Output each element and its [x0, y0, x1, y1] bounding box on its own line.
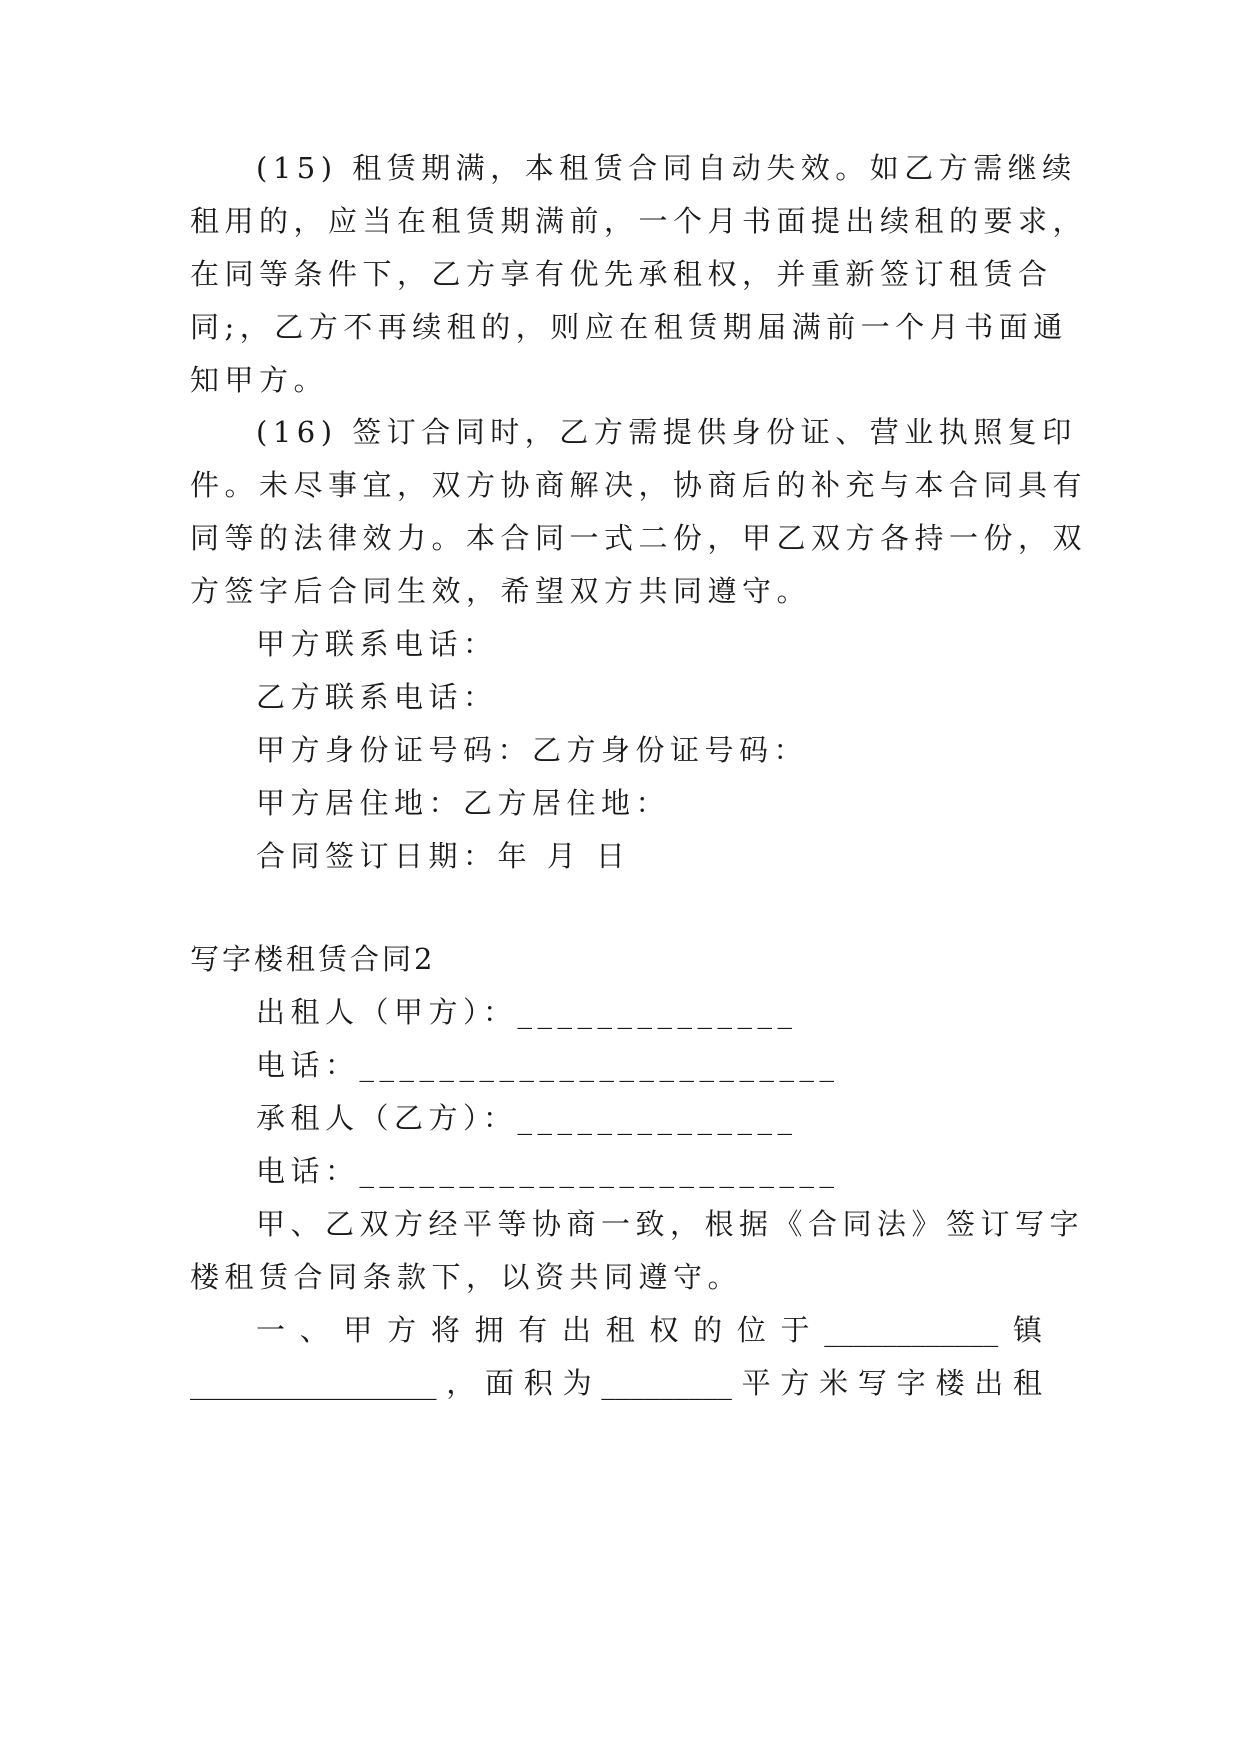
clause-16-line-4: 方签字后合同生效，希望双方共同遵守。 [190, 574, 812, 608]
clause-16-line-2: 件。未尽事宜，双方协商解决，协商后的补充与本合同具有 [190, 468, 1088, 502]
lessee-phone-line: 电话：________________________ [256, 1154, 840, 1188]
clause-15-line-2: 租用的，应当在租赁期满前，一个月书面提出续租的要求， [190, 204, 1088, 238]
article-1-line-1: 一、甲方将拥有出租权的位于____________镇 [256, 1313, 1042, 1347]
sign-date-line: 合同签订日期：年 月 日 [256, 839, 631, 873]
clause-16-line-3: 同等的法律效力。本合同一式二份，甲乙双方各持一份，双 [190, 521, 1088, 555]
intro-line-2: 楼租赁合同条款下，以资共同遵守。 [190, 1260, 743, 1294]
lessor-line: 出租人（甲方）：______________ [256, 995, 798, 1029]
article-1-line-2: _________________，面积为_________平方米写字楼出租 [190, 1366, 1042, 1400]
clause-15-line-5: 知甲方。 [190, 363, 329, 397]
party-b-phone-label: 乙方联系电话： [256, 680, 498, 714]
clause-15-line-1: (15) 租赁期满，本租赁合同自动失效。如乙方需继续 [256, 151, 1077, 185]
clause-15-line-3: 在同等条件下，乙方享有优先承租权，并重新签订租赁合 [190, 257, 1053, 291]
residence-line: 甲方居住地：乙方居住地： [256, 786, 671, 820]
intro-line-1: 甲、乙双方经平等协商一致，根据《合同法》签订写字 [256, 1207, 1085, 1241]
clause-15-line-4: 同;，乙方不再续租的，则应在租赁期届满前一个月书面通 [190, 310, 1068, 344]
party-a-phone-label: 甲方联系电话： [256, 627, 498, 661]
contract-2-title: 写字楼租赁合同2 [190, 942, 436, 976]
lessor-phone-line: 电话：________________________ [256, 1048, 840, 1082]
id-numbers-line: 甲方身份证号码：乙方身份证号码： [256, 733, 809, 767]
clause-16-line-1: (16) 签订合同时，乙方需提供身份证、营业执照复印 [256, 415, 1077, 449]
lessee-line: 承租人（乙方）：______________ [256, 1101, 798, 1135]
